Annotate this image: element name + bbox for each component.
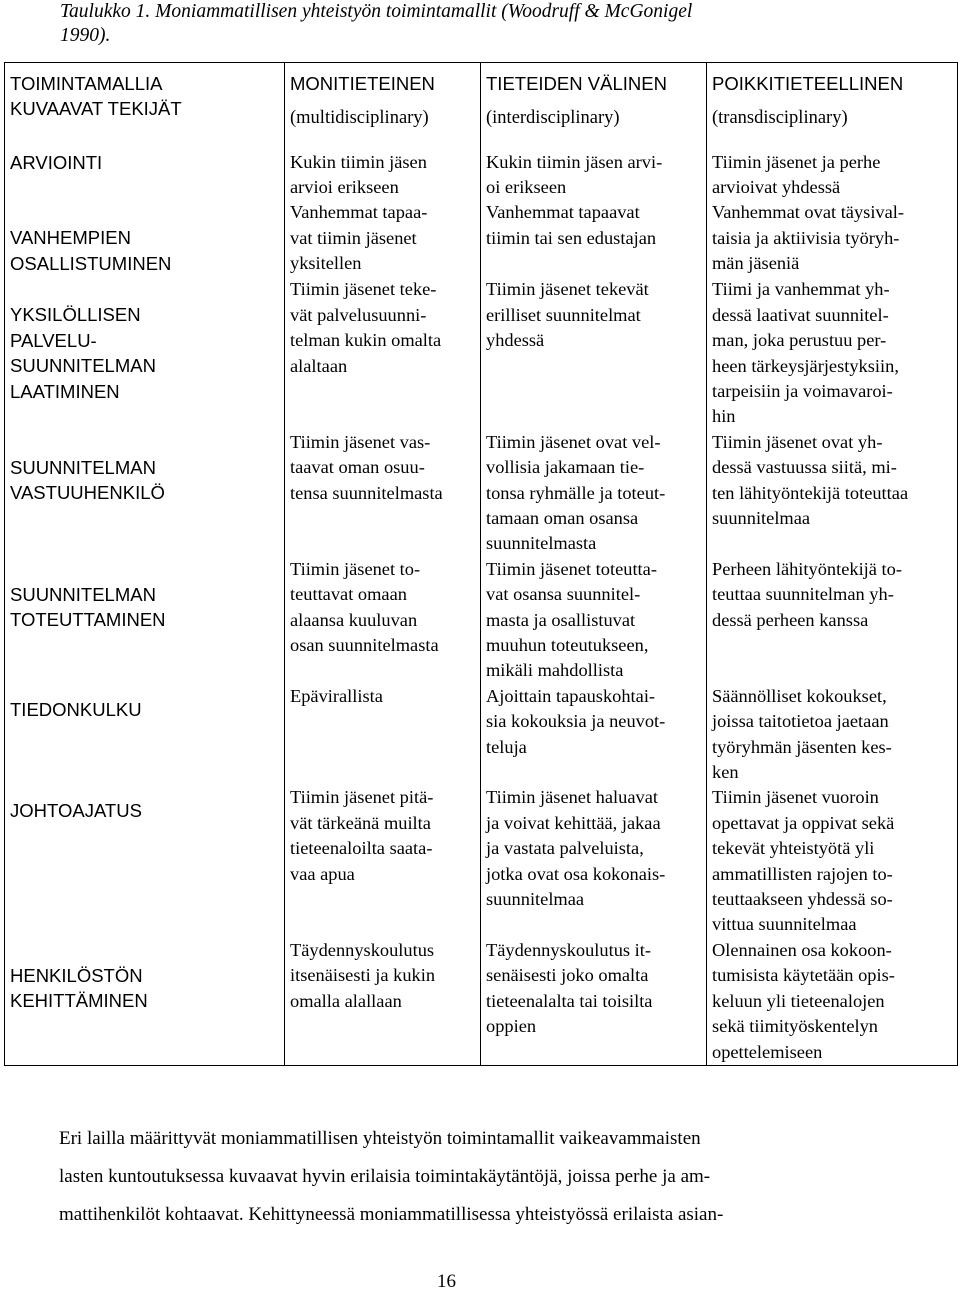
table-caption: Taulukko 1. Moniammatillisen yhteistyön toimintamallit (Woodruff & McGonigel 1990). (60, 1, 693, 46)
cell-interdisciplinary: Tiimin jäsenet haluavat ja voivat kehittää, jakaa ja vastata palveluista, jotka ovat osa kokonais- suunnitelmaa (481, 785, 707, 937)
cell-transdisciplinary: Tiimin jäsenet ja perhe arvioivat yhdessä (707, 150, 958, 201)
cell-multidisciplinary: Tiimin jäsenet teke- vät palvelusuunni- telman kukin omalta alaltaan (285, 277, 481, 429)
header-factors (5, 63, 285, 150)
cell-multidisciplinary: Tiimin jäsenet pitä- vät tärkeänä muilta tieteenaloilta saata- vaa apua (285, 785, 481, 937)
row-label: ARVIOINTI (5, 150, 285, 201)
cell-multidisciplinary: Tiimin jäsenet vas- taavat oman osuu- tensa suunnitelmasta (285, 430, 481, 557)
cell-multidisciplinary: Kukin tiimin jäsen arvioi erikseen (285, 150, 481, 201)
table-header-row (5, 63, 958, 150)
row-label: SUUNNITELMAN TOTEUTTAMINEN (5, 557, 285, 684)
cell-interdisciplinary: Ajoittain tapauskohtai- sia kokouksia ja neuvot- teluja (481, 684, 707, 786)
cell-transdisciplinary: Tiimi ja vanhemmat yh- dessä laativat suunnitel- man, joka perustuu per- heen tärkeysjärjestyksiin, tarpeisiin ja voimavaroi- hin (707, 277, 958, 429)
row-label: HENKILÖSTÖN KEHITTÄMINEN (5, 938, 285, 1066)
row-label: YKSILÖLLISEN PALVELU- SUUNNITELMAN LAATIMINEN (5, 277, 285, 429)
cell-transdisciplinary: Tiimin jäsenet vuoroin opettavat ja oppivat sekä tekevät yhteistyötä yli ammatillisten rajojen to- teuttaakseen yhdessä so- vittua suunnitelmaa (707, 785, 958, 937)
cell-multidisciplinary: Vanhemmat tapaa- vat tiimin jäsenet yksitellen (285, 200, 481, 277)
header-subtitle: (interdisciplinary) (486, 108, 620, 129)
table-row (5, 557, 958, 684)
cell-transdisciplinary: Perheen lähityöntekijä to- teuttaa suunnitelman yh- dessä perheen kanssa (707, 557, 958, 684)
header-interdisciplinary (481, 63, 707, 150)
collaboration-models-table (4, 62, 958, 1066)
row-label: VANHEMPIEN OSALLISTUMINEN (5, 200, 285, 277)
table-row (5, 200, 958, 277)
cell-transdisciplinary: Vanhemmat ovat täysival- taisia ja aktiivisia työryh- män jäseniä (707, 200, 958, 277)
body-paragraph: Eri lailla määrittyvät moniammatillisen yhteistyön toimintamallit vaikeavammaisten lasten kuntoutuksessa kuvaavat hyvin erilaisia toimintakäytäntöjä, joissa perhe ja am- mattihenkilöt kohtaavat. Kehittyneessä moniammatillisessa yhteistyössä erilaista asian- (59, 1128, 724, 1225)
cell-transdisciplinary: Säännölliset kokoukset, joissa taitotietoa jaetaan työryhmän jäsenten kes- ken (707, 684, 958, 786)
table-row (5, 684, 958, 786)
cell-multidisciplinary: Epävirallista (285, 684, 481, 786)
header-title: TOIMINTAMALLIA KUVAAVAT TEKIJÄT (10, 73, 182, 120)
table-row (5, 150, 958, 201)
table-row (5, 277, 958, 429)
header-title: MONITIETEINEN (290, 73, 435, 94)
header-subtitle: (transdisciplinary) (712, 108, 848, 129)
cell-interdisciplinary: Vanhemmat tapaavat tiimin tai sen edustajan (481, 200, 707, 277)
row-label: TIEDONKULKU (5, 684, 285, 786)
row-label: SUUNNITELMAN VASTUUHENKILÖ (5, 430, 285, 557)
cell-multidisciplinary: Tiimin jäsenet to- teuttavat omaan alaansa kuuluvan osan suunnitelmasta (285, 557, 481, 684)
cell-transdisciplinary: Tiimin jäsenet ovat yh- dessä vastuussa siitä, mi- ten lähityöntekijä toteuttaa suunnitelmaa (707, 430, 958, 557)
table-row (5, 430, 958, 557)
page-number: 16 (437, 1271, 456, 1292)
cell-multidisciplinary: Täydennyskoulutus itsenäisesti ja kukin omalla alallaan (285, 938, 481, 1066)
table-row (5, 785, 958, 937)
cell-transdisciplinary: Olennainen osa kokoon- tumisista käytetään opis- keluun yli tieteenalojen sekä tiimityöskentelyn opettelemiseen (707, 938, 958, 1066)
header-subtitle: (multidisciplinary) (290, 108, 429, 129)
cell-interdisciplinary: Tiimin jäsenet toteutta- vat osansa suunnitel- masta ja osallistuvat muuhun toteutukseen, mikäli mahdollista (481, 557, 707, 684)
row-label: JOHTOAJATUS (5, 785, 285, 937)
cell-interdisciplinary: Kukin tiimin jäsen arvi- oi erikseen (481, 150, 707, 201)
cell-interdisciplinary: Täydennyskoulutus it- senäisesti joko omalta tieteenalalta tai toisilta oppien (481, 938, 707, 1066)
header-title: TIETEIDEN VÄLINEN (486, 73, 667, 94)
header-transdisciplinary (707, 63, 958, 150)
cell-interdisciplinary: Tiimin jäsenet ovat vel- vollisia jakamaan tie- tonsa ryhmälle ja toteut- tamaan oman osansa suunnitelmasta (481, 430, 707, 557)
header-multidisciplinary (285, 63, 481, 150)
table-row (5, 938, 958, 1066)
cell-interdisciplinary: Tiimin jäsenet tekevät erilliset suunnitelmat yhdessä (481, 277, 707, 429)
header-title: POIKKITIETEELLINEN (712, 73, 904, 94)
